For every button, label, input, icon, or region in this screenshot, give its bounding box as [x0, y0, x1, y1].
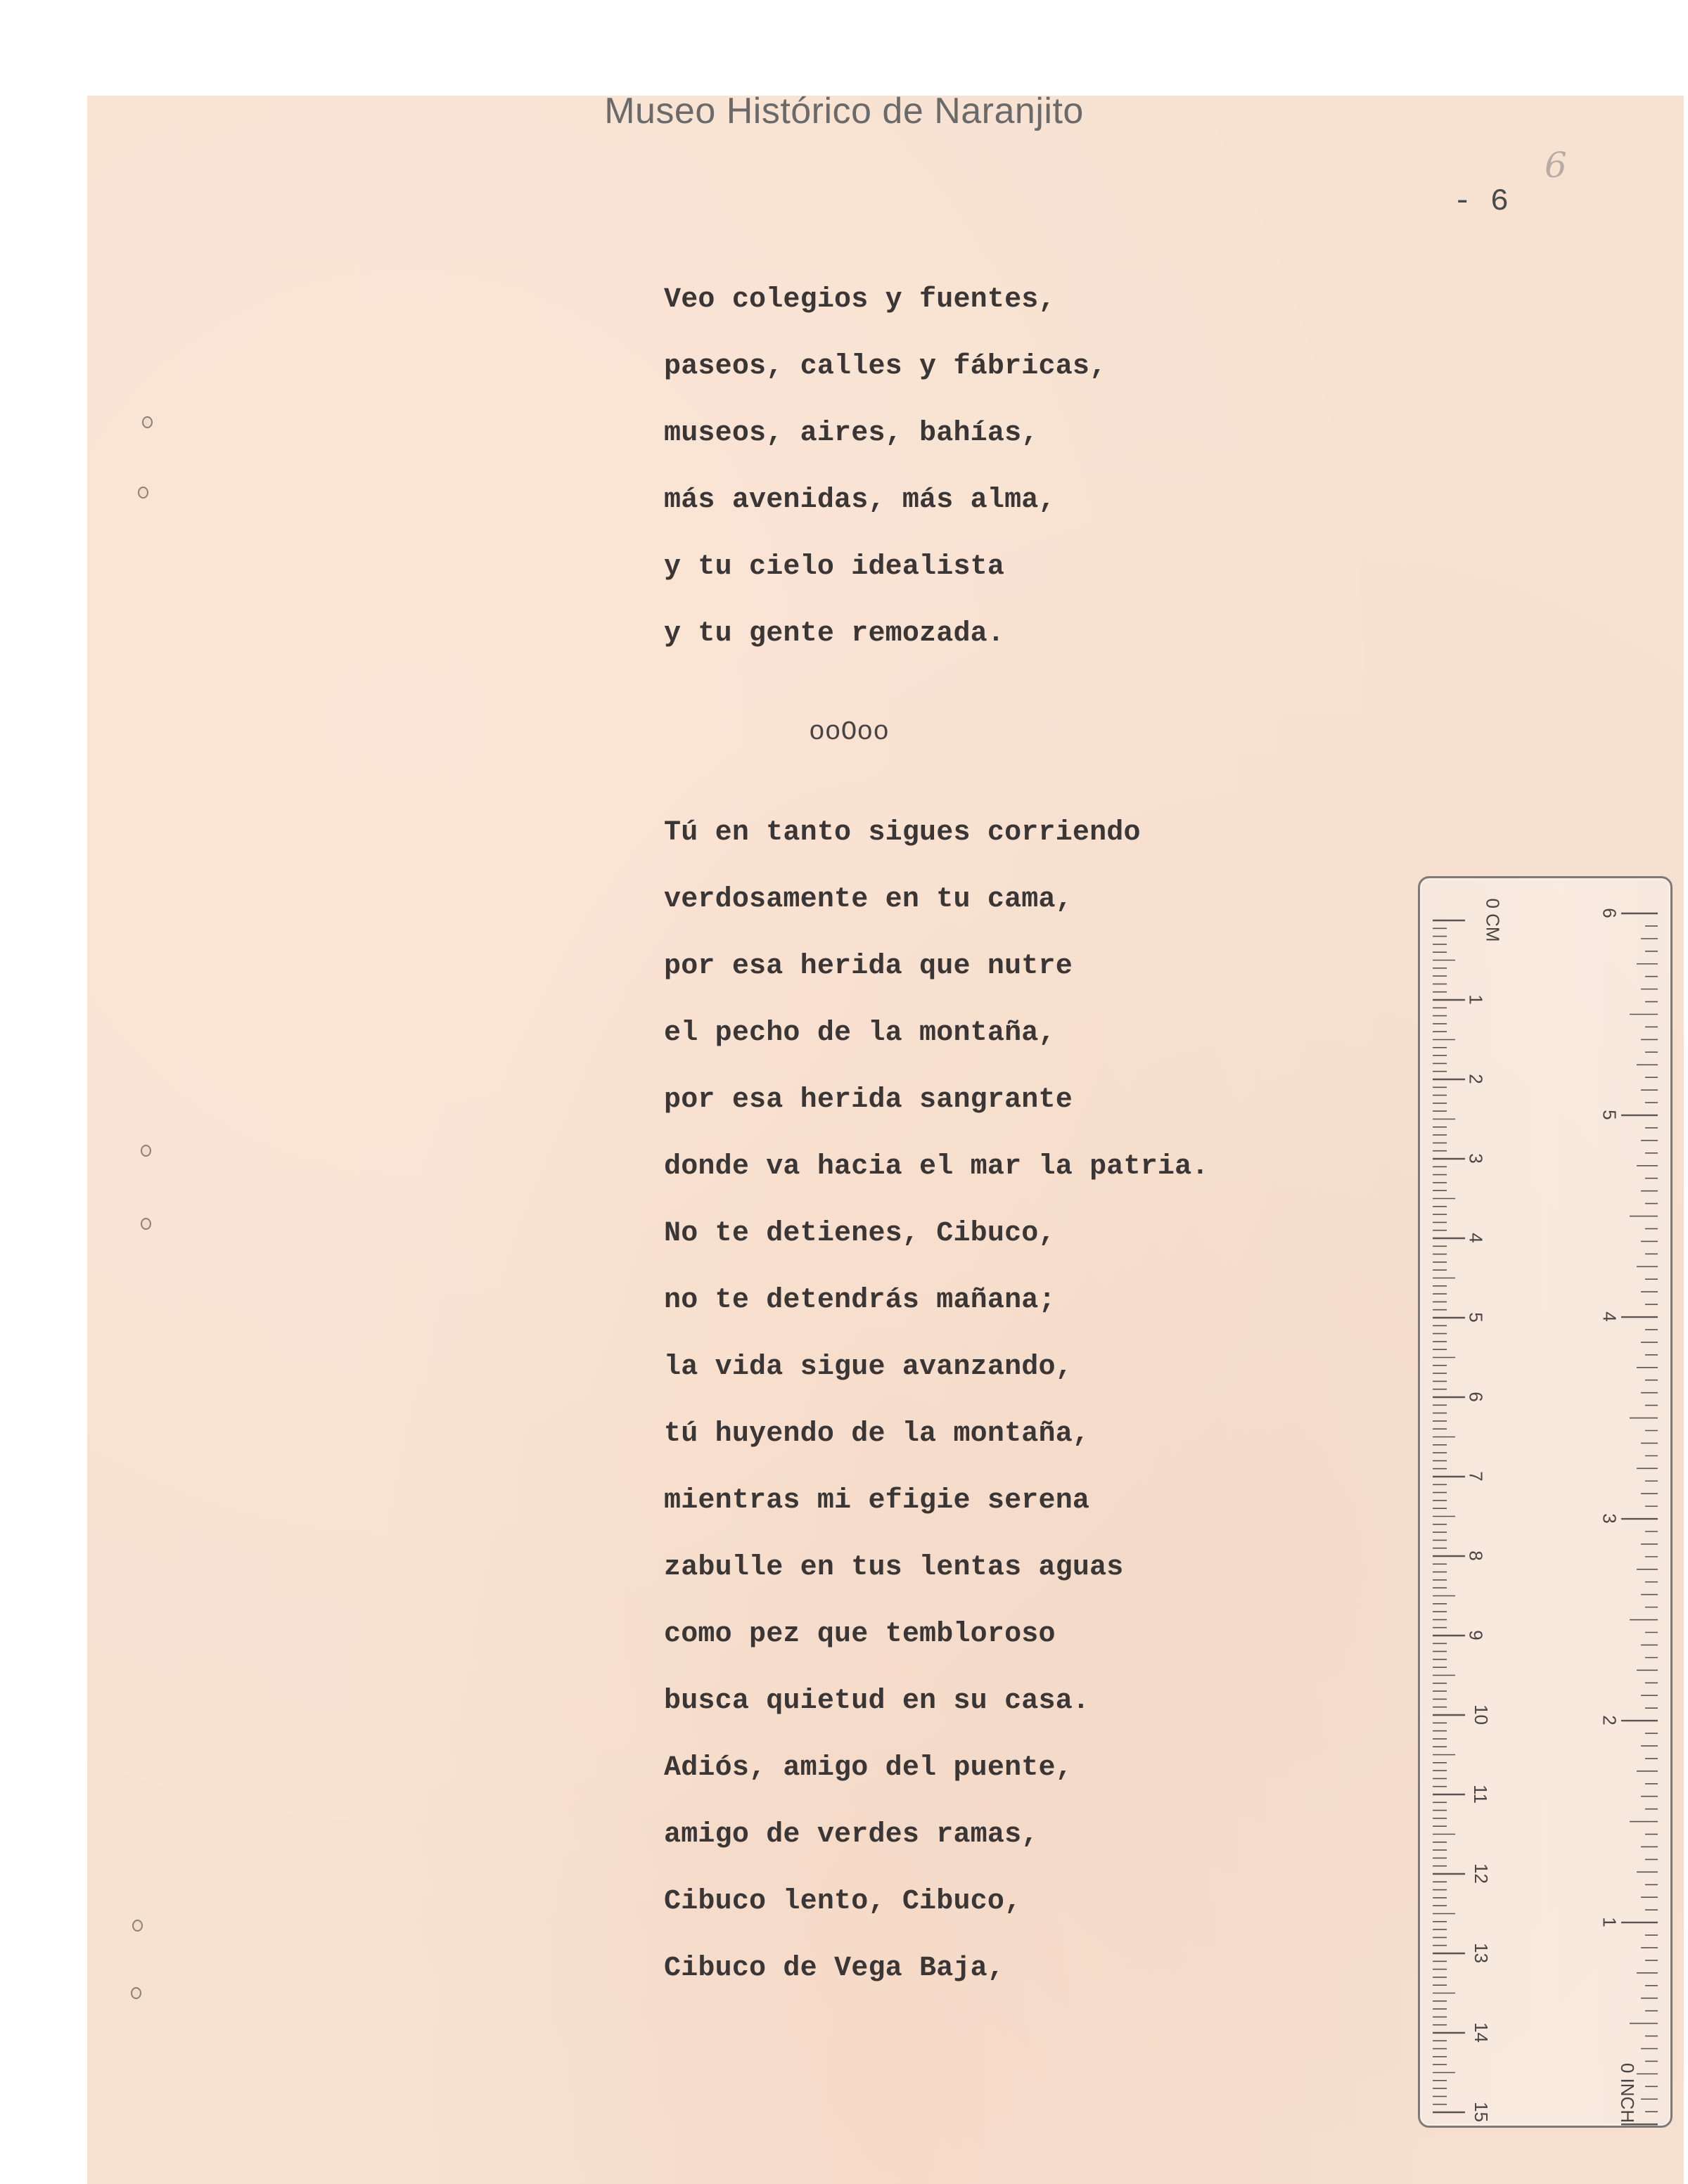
ruler-cm-label: 3: [1465, 1153, 1487, 1164]
poem-line: zabulle en tus lentas aguas: [664, 1552, 1124, 1584]
ruler-cm-label: 6: [1465, 1392, 1487, 1402]
measuring-ruler: [1418, 876, 1673, 2128]
poem-line: la vida sigue avanzando,: [664, 1351, 1073, 1383]
poem-line: No te detienes, Cibuco,: [664, 1218, 1056, 1250]
ruler-ticks: [1420, 878, 1670, 2126]
ruler-cm-label: 7: [1465, 1471, 1487, 1482]
ruler-cm-label: 14: [1470, 2022, 1492, 2043]
poem-line: amigo de verdes ramas,: [664, 1819, 1039, 1851]
poem-line: Veo colegios y fuentes,: [664, 284, 1056, 316]
poem-line: como pez que tembloroso: [664, 1619, 1056, 1650]
poem-line: Tú en tanto sigues corriendo: [664, 817, 1141, 849]
page-number: - 6: [1453, 184, 1509, 219]
poem-line: y tu cielo idealista: [664, 551, 1005, 583]
ruler-inch-label: 4: [1599, 1311, 1620, 1322]
poem-line: donde va hacia el mar la patria.: [664, 1151, 1209, 1183]
poem-line: museos, aires, bahías,: [664, 418, 1039, 449]
poem-line: busca quietud en su casa.: [664, 1685, 1090, 1717]
poem-line: paseos, calles y fábricas,: [664, 351, 1107, 383]
poem-line: tú huyendo de la montaña,: [664, 1418, 1090, 1450]
ruler-cm-label: 8: [1465, 1550, 1487, 1561]
binder-hole: [132, 1920, 143, 1932]
ruler-inch-label: 1: [1599, 1917, 1620, 1927]
poem-line: no te detendrás mañana;: [664, 1285, 1056, 1316]
poem-line: Adiós, amigo del puente,: [664, 1752, 1073, 1784]
ruler-cm-label: 2: [1465, 1074, 1487, 1084]
ruler-cm-label: 5: [1465, 1312, 1487, 1323]
ruler-inch-label: 0 INCH: [1617, 2062, 1639, 2124]
ruler-cm-label: 11: [1470, 1785, 1491, 1804]
ruler-cm-label: 12: [1470, 1863, 1492, 1884]
poem-line: y tu gente remozada.: [664, 618, 1005, 650]
ruler-cm-label: 15: [1470, 2102, 1492, 2122]
binder-hole: [131, 1987, 141, 1999]
poem-line: verdosamente en tu cama,: [664, 884, 1073, 916]
poem-line: Cibuco lento, Cibuco,: [664, 1886, 1022, 1918]
ruler-cm-label: 13: [1470, 1943, 1492, 1963]
binder-hole: [142, 416, 153, 428]
poem-line: por esa herida sangrante: [664, 1084, 1073, 1116]
watermark-text: Museo Histórico de Naranjito: [604, 91, 1084, 131]
ruler-inch-label: 3: [1599, 1513, 1620, 1524]
poem-line: el pecho de la montaña,: [664, 1017, 1056, 1049]
ruler-cm-label: 9: [1465, 1630, 1487, 1640]
ruler-cm-label: 10: [1470, 1704, 1492, 1725]
ruler-cm-label: 0 CM: [1482, 898, 1504, 942]
binder-hole: [141, 1218, 151, 1230]
poem-line: Cibuco de Vega Baja,: [664, 1953, 1005, 1984]
poem-line: mientras mi efigie serena: [664, 1485, 1090, 1517]
ruler-inch-label: 6: [1599, 908, 1620, 918]
poem-line: por esa herida que nutre: [664, 951, 1073, 982]
pencil-page-number: 6: [1545, 145, 1567, 186]
ruler-inch-label: 5: [1599, 1110, 1620, 1120]
ruler-inch-label: 2: [1599, 1715, 1620, 1726]
poem-line: más avenidas, más alma,: [664, 484, 1056, 516]
ruler-cm-label: 1: [1465, 994, 1487, 1005]
binder-hole: [138, 487, 148, 499]
ruler-cm-label: 4: [1465, 1233, 1487, 1243]
stanza-separator: ooOoo: [809, 717, 890, 747]
binder-hole: [141, 1145, 151, 1157]
